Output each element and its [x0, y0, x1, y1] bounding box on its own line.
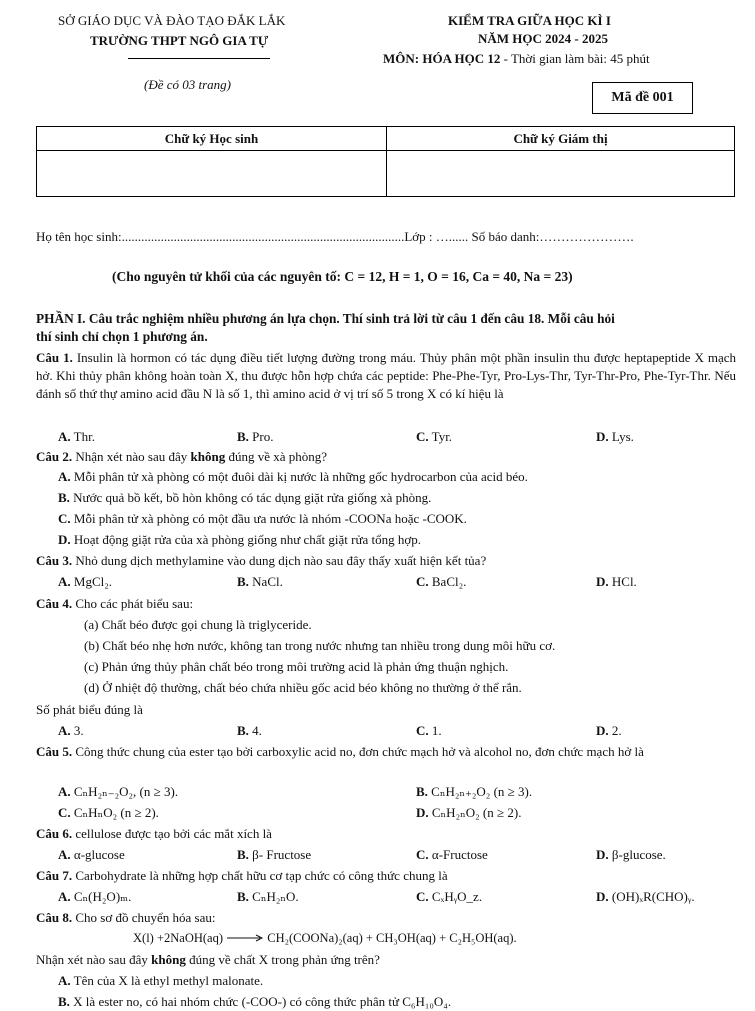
question-3 — [36, 553, 486, 569]
option-letters-d: D. — [596, 429, 609, 444]
q3-num: Câu 3. — [36, 553, 73, 568]
subject-label: MÔN: HÓA HỌC 12 — [383, 51, 501, 66]
question-text: Insulin là hormon có tác dụng điều tiết lượng đường trong máu. Thủy phân một phần insulin thu được heptapeptide X mạch hở. Khi thủy phân không hoàn toàn X, thu được hỗn hợp chứa các peptide: Phe-Phe-Tyr, Pro-Lys-Thr, Tyr-Thr-Pro, Phe-Tyr-Thr. Nếu đánh số thứ thự amino acid đầu N là số 1, thì amino acid ở vị trí số 5 trong X có kí hiệu là — [36, 350, 736, 401]
option-letters-c: C. — [58, 805, 71, 820]
q1-a: Thr. — [73, 429, 95, 444]
option-3a[interactable] — [58, 574, 112, 590]
option-5c[interactable] — [58, 805, 159, 821]
q7-num: Câu 7. — [36, 868, 73, 883]
option-2c[interactable] — [58, 511, 467, 527]
q5-b: CₙH₂ₙ₊₂O₂ (n ≥ 3). — [431, 784, 533, 799]
q7-b: CₙH₂ₙO. — [252, 889, 299, 904]
q6-a: α-glucose — [73, 847, 125, 862]
option-7a[interactable] — [58, 889, 131, 905]
header-underline — [128, 58, 270, 59]
option-letters-c: C. — [58, 511, 71, 526]
q6-num: Câu 6. — [36, 826, 73, 841]
q6-text: cellulose được tạo bởi các mắt xích là — [72, 826, 272, 841]
option-letters-d: D. — [596, 574, 609, 589]
option-letters-c: C. — [416, 889, 429, 904]
q3-c: BaCl₂. — [431, 574, 467, 589]
q1-c: Tyr. — [431, 429, 453, 444]
option-letters-d: D. — [416, 805, 429, 820]
q3-b: NaCl. — [252, 574, 283, 589]
option-6d[interactable] — [596, 847, 666, 863]
exam-code: Mã đề 001 — [611, 90, 674, 105]
q8-a: Tên của X là ethyl methyl malonate. — [73, 973, 264, 988]
option-1b[interactable] — [237, 429, 273, 445]
q4-num: Câu 4. — [36, 596, 73, 611]
option-letters-b: B. — [416, 784, 428, 799]
option-7c[interactable] — [416, 889, 482, 905]
part1-heading-line2: thí sinh chỉ chọn 1 phương án. — [36, 329, 208, 344]
proctor-signature-cell[interactable] — [387, 151, 735, 197]
question-4-ask: Số phát biểu đúng là — [36, 702, 143, 717]
question-7 — [36, 868, 448, 884]
option-letters-a: A. — [58, 784, 71, 799]
q7-d: (OH)ₓR(CHO)ᵧ. — [611, 889, 695, 904]
option-3c[interactable] — [416, 574, 466, 590]
statement-4a: (a) Chất béo được gọi chung là triglyceride. — [84, 617, 312, 632]
reaction-equation — [133, 931, 517, 947]
question-number: Câu 1. — [36, 350, 73, 365]
option-1c[interactable] — [416, 429, 452, 445]
q6-c: α-Fructose — [431, 847, 488, 862]
option-4a[interactable] — [58, 723, 84, 739]
q6-d: β-glucose. — [611, 847, 666, 862]
student-signature-cell[interactable] — [37, 151, 387, 197]
q7-c: CₓHᵧO_z. — [431, 889, 483, 904]
q3-text: Nhỏ dung dịch methylamine vào dung dịch nào sau đây thấy xuất hiện kết tủa? — [72, 553, 487, 568]
q4-a: 3. — [73, 723, 84, 738]
option-7b[interactable] — [237, 889, 299, 905]
option-6b[interactable] — [237, 847, 311, 863]
option-letters-d: D. — [596, 889, 609, 904]
option-letters-b: B. — [58, 994, 70, 1009]
question-6 — [36, 826, 272, 842]
option-6c[interactable] — [416, 847, 488, 863]
time-note: - Thời gian làm bài: 45 phút — [500, 51, 650, 66]
proctor-signature-header: Chữ ký Giám thị — [387, 127, 735, 151]
q2-text-post: đúng về xà phòng? — [225, 449, 328, 464]
option-2b[interactable] — [58, 490, 431, 506]
q2-d: Hoạt động giặt rửa của xà phòng giống như chất giặt rửa tổng hợp. — [73, 532, 422, 547]
option-4b[interactable] — [237, 723, 262, 739]
option-letters-a: A. — [58, 973, 71, 988]
q4-d: 2. — [611, 723, 622, 738]
option-8b[interactable] — [58, 994, 451, 1010]
q5-d: CₙH₂ₙO₂ (n ≥ 2). — [431, 805, 522, 820]
equation-right: CH₂(COONa)₂(aq) + CH₃OH(aq) + C₂H₅OH(aq). — [267, 931, 517, 945]
option-letters-d: D. — [596, 847, 609, 862]
question-1 — [36, 349, 736, 403]
reaction-arrow-icon — [226, 932, 264, 947]
q8-ask-post: đúng về chất X trong phản ứng trên? — [185, 952, 380, 967]
q7-a: Cₙ(H₂O)ₘ. — [73, 889, 132, 904]
option-letters-c: C. — [416, 574, 429, 589]
school-year: NĂM HỌC 2024 - 2025 — [478, 31, 608, 46]
option-4c[interactable] — [416, 723, 442, 739]
q2-c: Mỗi phân tử xà phòng có một đầu ưa nước là nhóm -COONa hoặc -COOK. — [73, 511, 467, 526]
pages-note: (Đề có 03 trang) — [144, 77, 232, 92]
q5-num: Câu 5. — [36, 744, 73, 759]
option-5a[interactable] — [58, 784, 178, 800]
option-letters-c: C. — [416, 429, 429, 444]
q2-a: Mỗi phân tử xà phòng có một đuôi dài kị nước là những gốc hydrocarbon của acid béo. — [73, 469, 528, 484]
option-letters-d: D. — [58, 532, 71, 547]
option-3b[interactable] — [237, 574, 283, 590]
student-info-line: Họ tên học sinh:.......................................................................................Lớp : …...... Số báo danh:…………………. — [36, 229, 634, 244]
question-2 — [36, 449, 327, 465]
q2-text-pre: Nhận xét nào sau đây — [72, 449, 191, 464]
statement-4d: (d) Ở nhiệt độ thường, chất béo chứa nhiều gốc acid béo không no thường ở thể rắn. — [84, 680, 522, 695]
q8-ask-pre: Nhận xét nào sau đây — [36, 952, 152, 967]
q3-d: HCl. — [611, 574, 637, 589]
option-5b[interactable] — [416, 784, 532, 800]
q3-a: MgCl₂. — [73, 574, 113, 589]
school-name: TRƯỜNG THPT NGÔ GIA TỰ — [90, 33, 269, 48]
q8-ask-bold: không — [151, 952, 186, 967]
q1-d: Lys. — [611, 429, 634, 444]
option-letters-a: A. — [58, 469, 71, 484]
option-6a[interactable] — [58, 847, 125, 863]
part1-heading-line1: PHẦN I. Câu trắc nghiệm nhiều phương án lựa chọn. Thí sinh trả lời từ câu 1 đến câu 18. Mỗi câu hỏi — [36, 311, 615, 326]
option-letters-b: B. — [237, 429, 249, 444]
option-letters-a: A. — [58, 847, 71, 862]
option-letters-b: B. — [58, 490, 70, 505]
option-1a[interactable] — [58, 429, 95, 445]
option-letters-a: A. — [58, 889, 71, 904]
option-letters-d: D. — [596, 723, 609, 738]
q1-b: Pro. — [252, 429, 274, 444]
option-2d[interactable] — [58, 532, 421, 548]
exam-code-box — [592, 82, 693, 114]
option-2a[interactable] — [58, 469, 528, 485]
atomic-masses-note: (Cho nguyên tử khối của các nguyên tố: C = 12, H = 1, O = 16, Ca = 40, Na = 23) — [112, 269, 573, 284]
option-letters-c: C. — [416, 723, 429, 738]
question-4 — [36, 596, 193, 612]
q5-c: CₙHₙO₂ (n ≥ 2). — [73, 805, 159, 820]
q4-text: Cho các phát biểu sau: — [72, 596, 194, 611]
option-letters-a: A. — [58, 723, 71, 738]
q5-a: CₙH₂ₙ₋₂O₂, (n ≥ 3). — [73, 784, 179, 799]
signature-table — [36, 126, 735, 197]
option-letters-b: B. — [237, 723, 249, 738]
question-8-ask — [36, 952, 380, 968]
q2-b: Nước quả bồ kết, bồ hòn không có tác dụng giặt rửa giống xà phòng. — [73, 490, 432, 505]
q7-text: Carbohydrate là những hợp chất hữu cơ tạp chức có công thức chung là — [72, 868, 448, 883]
q2-num: Câu 2. — [36, 449, 73, 464]
option-letters-a: A. — [58, 429, 71, 444]
option-8a[interactable] — [58, 973, 263, 989]
option-letters-b: B. — [237, 847, 249, 862]
q4-b: 4. — [252, 723, 262, 738]
option-1d[interactable] — [596, 429, 634, 445]
option-3d[interactable] — [596, 574, 637, 590]
statement-4c: (c) Phản ứng thủy phân chất béo trong môi trường acid là phản ứng thuận nghịch. — [84, 659, 509, 674]
q6-b: β- Fructose — [252, 847, 312, 862]
option-letters-c: C. — [416, 847, 429, 862]
option-5d[interactable] — [416, 805, 521, 821]
option-letters-b: B. — [237, 574, 249, 589]
department-name: SỞ GIÁO DỤC VÀ ĐÀO TẠO ĐẮK LẮK — [58, 13, 286, 28]
q8-num: Câu 8. — [36, 910, 73, 925]
q8-text: Cho sơ đồ chuyển hóa sau: — [72, 910, 216, 925]
option-letters-b: B. — [237, 889, 249, 904]
question-8 — [36, 910, 215, 926]
option-4d[interactable] — [596, 723, 622, 739]
question-5 — [36, 743, 736, 761]
q5-text: Công thức chung của ester tạo bởi carboxylic acid no, đơn chức mạch hở và alcohol no, đơn chức mạch hở là — [72, 744, 644, 759]
equation-left: X(l) +2NaOH(aq) — [133, 931, 224, 945]
exam-title: KIỂM TRA GIỮA HỌC KÌ I — [448, 13, 611, 28]
q8-b: X là ester no, có hai nhóm chức (-COO-) có công thức phân tử C₆H₁₀O₄. — [73, 994, 452, 1009]
option-7d[interactable] — [596, 889, 695, 905]
option-letters-a: A. — [58, 574, 71, 589]
student-signature-header: Chữ ký Học sinh — [37, 127, 387, 151]
q4-c: 1. — [431, 723, 442, 738]
q2-text-bold: không — [190, 449, 226, 464]
statement-4b: (b) Chất béo nhẹ hơn nước, không tan trong nước nhưng tan nhiều trong dung môi hữu cơ. — [84, 638, 556, 653]
subject-line — [383, 51, 650, 67]
